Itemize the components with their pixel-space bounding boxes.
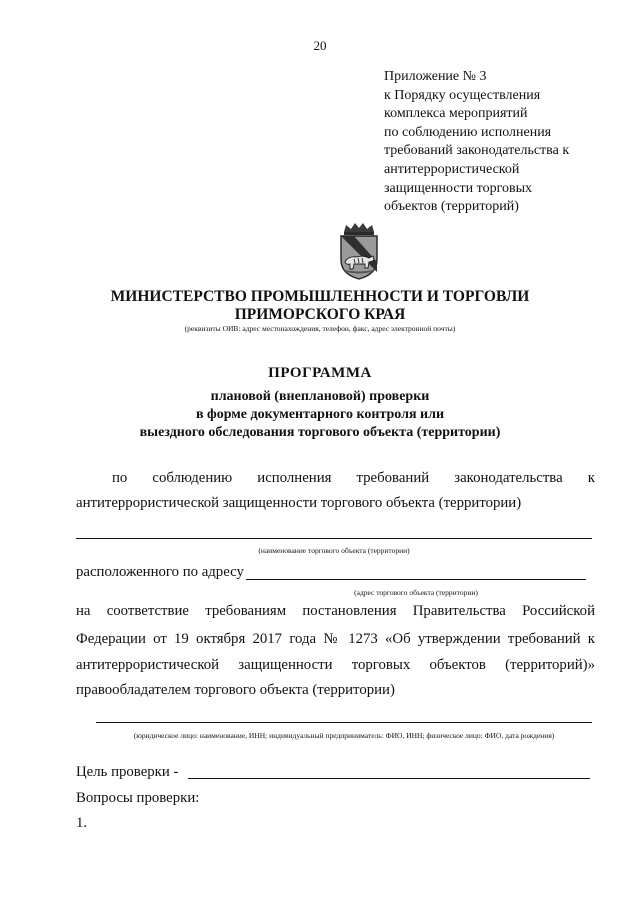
intro-line-2: антитеррористической защищенности торгового объекта (территории) (76, 495, 522, 511)
question-item-number: 1. (76, 815, 88, 831)
intro-word: требований (356, 470, 430, 486)
requirements-line: на соответствие требованиям постановления Правительства Российской (76, 603, 595, 619)
intro-word: к (587, 470, 595, 486)
appendix-line: требований законодательства к (384, 143, 570, 159)
appendix-line: защищенности торговых (384, 180, 533, 196)
ministry-details-note: (реквизиты ОИВ: адрес местонахождения, телефон, факс, адрес электронной почты) (184, 324, 456, 333)
appendix-line: антитеррористической (384, 161, 520, 177)
ministry-name (0, 288, 640, 324)
intro-word: соблюдению (152, 470, 233, 486)
appendix-line: Приложение № 3 (384, 69, 487, 84)
requirements-line: правообладателем торгового объекта (территории) (76, 682, 395, 698)
page-number: 20 (313, 38, 327, 53)
goal-field[interactable] (188, 778, 590, 779)
rights-holder-caption: (юридическое лицо: наименование, ИНН; индивидуальный предприниматель: ФИО, ИНН; физическое лицо: ФИО, дата рождения) (133, 731, 555, 740)
requirements-line: Федерации от 19 октября 2017 года № 1273 «Об утверждении требований к (76, 631, 595, 647)
address-caption: (адрес торгового объекта (территории) (354, 588, 478, 597)
appendix-line: к Порядку осуществления (384, 87, 541, 103)
ministry-line: МИНИСТЕРСТВО ПРОМЫШЛЕННОСТИ И ТОРГОВЛИ (110, 288, 530, 305)
coat-of-arms-icon (336, 222, 382, 280)
rights-holder-field[interactable] (96, 722, 592, 723)
intro-word: законодательства (454, 470, 563, 486)
appendix-line: по соблюдению исполнения (384, 124, 552, 140)
intro-line (76, 470, 595, 487)
goal-label: Цель проверки - (76, 764, 179, 780)
object-name-field[interactable] (76, 538, 592, 539)
program-title: ПРОГРАММА (268, 365, 372, 381)
requirements-line: антитеррористической защищенности торговых объектов (территорий)» (76, 657, 595, 673)
program-subtitle-line: плановой (внеплановой) проверки (210, 389, 430, 404)
program-subtitle-line: в форме документарного контроля или (195, 407, 445, 422)
ministry-line: ПРИМОРСКОГО КРАЯ (234, 306, 406, 323)
program-subtitle-line: выездного обследования торгового объекта (территории) (139, 425, 501, 440)
object-name-caption: (наименование торгового объекта (территории) (258, 546, 410, 555)
program-subtitle (0, 388, 640, 442)
address-field[interactable] (246, 579, 586, 580)
intro-word: по (112, 470, 128, 486)
appendix-line: комплекса мероприятий (384, 106, 528, 122)
intro-word: исполнения (257, 470, 332, 486)
questions-label: Вопросы проверки: (76, 790, 200, 806)
appendix-line: объектов (территорий) (384, 199, 519, 215)
address-label: расположенного по адресу (76, 564, 244, 580)
appendix-block (384, 68, 634, 217)
